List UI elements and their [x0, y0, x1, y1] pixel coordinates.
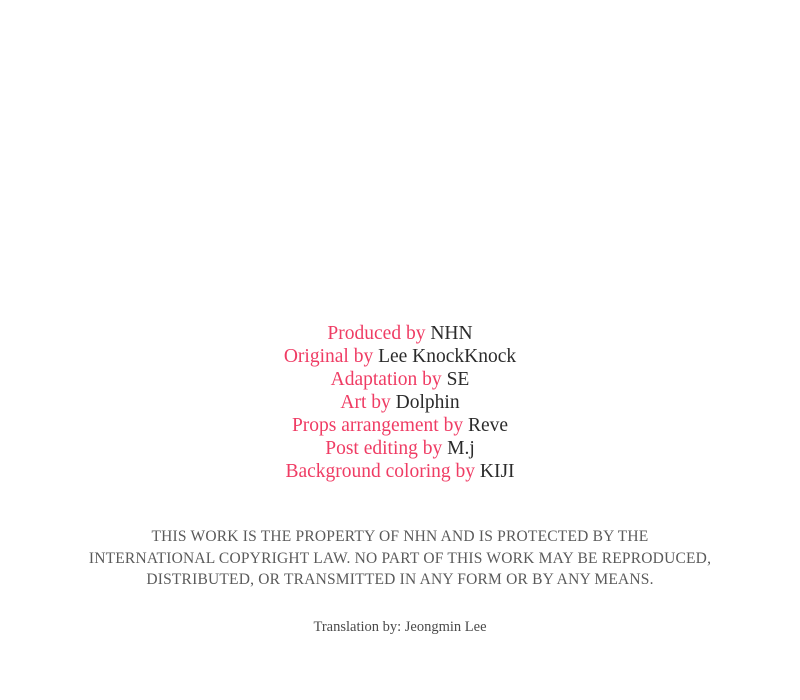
credit-name: Reve — [467, 415, 509, 436]
credit-name: KIJI — [479, 461, 515, 482]
credit-role: Post editing by — [325, 438, 448, 459]
credit-role: Produced by — [327, 323, 431, 344]
credit-role: Background coloring by — [285, 461, 480, 482]
copyright-line: DISTRIBUTED, OR TRANSMITTED IN ANY FORM OR BY ANY MEANS. — [146, 571, 654, 588]
credit-name: NHN — [430, 323, 473, 344]
credit-name: Dolphin — [395, 392, 460, 413]
credit-role: Original by — [283, 346, 379, 367]
credit-line — [0, 414, 800, 437]
credit-role: Art by — [340, 392, 396, 413]
credit-line — [0, 437, 800, 460]
credit-role: Adaptation by — [330, 369, 447, 390]
translation-credit: Translation by: Jeongmin Lee — [313, 619, 487, 635]
copyright-notice — [60, 526, 740, 591]
credits-block — [0, 322, 800, 483]
credit-name: SE — [446, 369, 470, 390]
credit-line — [0, 391, 800, 414]
credit-name: M.j — [447, 438, 475, 459]
credit-name: Lee KnockKnock — [378, 346, 517, 367]
credit-line — [0, 345, 800, 368]
credit-line — [0, 460, 800, 483]
credit-line — [0, 322, 800, 345]
copyright-line: INTERNATIONAL COPYRIGHT LAW. NO PART OF THIS WORK MAY BE REPRODUCED, — [88, 549, 712, 567]
credit-role: Props arrangement by — [291, 415, 468, 436]
credit-line — [0, 368, 800, 391]
copyright-line: THIS WORK IS THE PROPERTY OF NHN AND IS PROTECTED BY THE — [151, 528, 649, 545]
